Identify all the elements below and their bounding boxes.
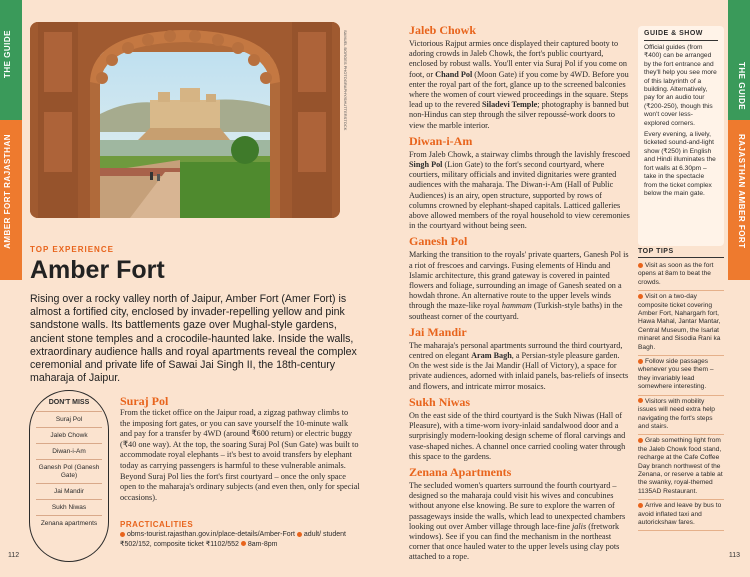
guide-and-show-p1: Official guides (from ₹400) can be arranged by the fort entrance and they'll help you see more of this labyrinth of a building. Alternatively, pay for an audio tour (₹200-250), though this won't cover less-explored corners. bbox=[644, 44, 717, 127]
bullet-icon bbox=[638, 294, 643, 299]
chand-pol-bold: Chand Pol bbox=[435, 69, 473, 79]
left-tab-green bbox=[0, 0, 22, 120]
right-tab-green bbox=[728, 0, 750, 120]
list-item: Jaleb Chowk bbox=[36, 427, 102, 443]
tip-text: Visitors with mobility issues will need extra help navigating the fort's steps and stairs. bbox=[638, 397, 715, 430]
jaleb-chowk-text-1: Victorious Rajput armies once displayed their captured booty to adoring crowds in Jaleb Chowk, the fort's public courtyard, enclosed by robust walls. You'll enter via Suraj Pol if you come on foot, or bbox=[409, 39, 627, 79]
practicalities-website[interactable]: obms-tourist.rajasthan.gov.in/place-details/Amber-Fort bbox=[127, 531, 295, 538]
practicalities-body bbox=[120, 530, 360, 549]
website-icon bbox=[120, 532, 125, 537]
bullet-icon bbox=[638, 398, 643, 403]
guide-and-show-box bbox=[638, 26, 724, 246]
left-side-tab bbox=[0, 0, 22, 577]
amber-fort-archway-photo bbox=[30, 22, 340, 218]
aram-bagh-bold: Aram Bagh bbox=[471, 351, 512, 361]
jalis-italic: jalis bbox=[572, 521, 587, 531]
page-number-right: 113 bbox=[728, 552, 740, 559]
siladevi-temple-bold: Siladevi Temple bbox=[481, 100, 538, 110]
page-title: Amber Fort bbox=[30, 256, 165, 284]
top-tips-list bbox=[638, 260, 724, 531]
singh-pol-bold: Singh Pol bbox=[409, 160, 443, 170]
list-item: Jai Mandir bbox=[36, 483, 102, 499]
left-tab-section-label: AMBER FORT RAJASTHAN bbox=[3, 134, 12, 249]
ganesh-pol-heading: Ganesh Pol bbox=[409, 234, 468, 249]
jai-mandir-text-2: , a Persian-style pleasure garden. On the west side is the Jai Mandir (Hall of Victory), a space for private audiences, adorned with inlaid panels, bas-reliefs of insects and flowers, and intricate mirror mosaics. bbox=[409, 351, 629, 391]
jaleb-chowk-text-3: ; photography is banned but non-Hindus can step through the silver repoussé-work doors to view the marble interior. bbox=[409, 100, 629, 130]
jaleb-chowk-body bbox=[409, 39, 631, 131]
list-item: Diwan-i-Am bbox=[36, 443, 102, 459]
right-tab-section-label: RAJASTHAN AMBER FORT bbox=[737, 134, 746, 249]
practicalities-heading: PRACTICALITIES bbox=[120, 520, 194, 529]
intro-paragraph: Rising over a rocky valley north of Jaipur, Amber Fort (Amer Fort) is almost a fortified city, enclosed by invader-repelling yellow and pink sandstone walls. Its battlements gaze over Mughal-style gardens, ancient stone temples and a crocodile-haunted lake. Inside the walls, extraordinary audience halls and royal apartments reveal the complex ceremonial and private life of Sawai Jai Singh II, the 18th-century maharaja of Jaipur. bbox=[30, 293, 357, 385]
left-tab-orange bbox=[0, 120, 22, 280]
page-number-left: 112 bbox=[8, 552, 20, 559]
tip-text: Follow side passages whenever you see them – they invariably lead somewhere interesting. bbox=[638, 358, 714, 391]
bullet-icon bbox=[638, 503, 643, 508]
suraj-pol-body: From the ticket office on the Jaipur road, a zigzag pathway climbs to the imposing fort gates, or you can save yourself the 10-minute walk and pay for a transfer by 4WD (around ₹600 return) or electric buggy (₹40 one way). At the top, the soaring Suraj Pol (Sun Gate) was built to accommodate royal elephants – it's best to avoid transfers by elephant today as carrying passengers is harmful to these vulnerable animals. Beyond Suraj Pol lies the fort's first courtyard – once the only space open to the maharaja's ordinary subjects (and even then, only for special occasions). bbox=[120, 408, 360, 502]
bullet-icon bbox=[638, 438, 643, 443]
list-item bbox=[638, 291, 724, 356]
right-tab-orange bbox=[728, 120, 750, 280]
diwan-i-am-body bbox=[409, 150, 631, 232]
practicalities-hours: 8am-8pm bbox=[247, 540, 278, 548]
dont-miss-list bbox=[36, 411, 102, 531]
guide-and-show-heading: GUIDE & SHOW bbox=[644, 30, 718, 41]
right-main-column bbox=[409, 20, 631, 564]
list-item bbox=[638, 396, 724, 436]
left-tab-guide-label: THE GUIDE bbox=[3, 30, 12, 79]
dont-miss-heading: DON'T MISS bbox=[48, 399, 90, 406]
dont-miss-box bbox=[29, 390, 109, 562]
suraj-pol-heading: Suraj Pol bbox=[120, 394, 169, 408]
tip-text: Grab something light from the Jaleb Chowk food stand, recharge at the Cafe Coffee Day branch northwest of the Zenana, or reserve a table at the swanky, royal-themed 1135AD Restaurant. bbox=[638, 437, 723, 495]
jaleb-chowk-text-2: (Moon Gate) if you come by 4WD. Before you enter the royal part of the fort, glance up to the screened balconies where the women of court viewed proceedings in the square. Steps lead up to the revered bbox=[409, 69, 629, 110]
diwan-i-am-text-1: From Jaleb Chowk, a stairway climbs through the lavishly frescoed bbox=[409, 149, 631, 159]
list-item bbox=[638, 260, 724, 291]
archway-photo-illustration bbox=[30, 22, 340, 218]
diwan-i-am-heading: Diwan-i-Am bbox=[409, 133, 473, 148]
list-item: Suraj Pol bbox=[36, 411, 102, 427]
zenana-body bbox=[409, 481, 631, 563]
list-item: Sukh Niwas bbox=[36, 499, 102, 515]
bullet-icon bbox=[638, 359, 643, 364]
sukh-niwas-body: On the east side of the third courtyard is the Sukh Niwas (Hall of Pleasure), with a time-worn ivory-inlaid sandalwood door and a surprisingly modern-looking design scheme of floral carvings and vase-shaped niches. A channel once carried cooling water through this space to the gardens. bbox=[409, 410, 626, 461]
tip-text: Visit as soon as the fort opens at 8am to beat the crowds. bbox=[638, 262, 714, 286]
jai-mandir-body bbox=[409, 341, 631, 392]
ganesh-pol-text-1: Marking the transition to the royals' private quarters, Ganesh Pol is a riot of frescoes and carvings. Fusing elements of Hindu and Islamic architecture, this grand gateway is covered in painted flowers and foliage, surrounding an image of Ganesh seated on a howdah throne. An alternative route to the upper levels winds through the maze-like royal bbox=[409, 250, 629, 311]
ganesh-pol-body bbox=[409, 250, 631, 321]
list-item bbox=[638, 356, 724, 396]
zenana-text-2: (fretwork windows). See if you can find the mechanism in the northeast corner that once hauled water to the upper levels using clay pots attached to a rope. bbox=[409, 521, 620, 562]
bullet-icon bbox=[638, 263, 643, 268]
jai-mandir-heading: Jai Mandir bbox=[409, 324, 467, 339]
diwan-i-am-text-2: (Lion Gate) to the fort's second courtyard, where courtiers, military officials and invited dignitaries were granted audiences with the maharaja. The Diwan-i-Am (Hall of Public Audiences) is an airy, open structure, supported by rows of columns crowned by elephant-shaped capitals. Latticed galleries above allowed members of the royal household to view ceremonies in the courtyard without being seen. bbox=[409, 160, 630, 231]
list-item bbox=[638, 435, 724, 500]
top-experience-kicker: TOP EXPERIENCE bbox=[30, 245, 114, 254]
sukh-niwas-heading: Sukh Niwas bbox=[409, 394, 471, 409]
hammam-italic: hammam bbox=[501, 301, 532, 311]
list-item: Ganesh Pol (Ganesh Gate) bbox=[36, 459, 102, 483]
top-tips-box bbox=[638, 248, 724, 531]
price-icon bbox=[297, 532, 302, 537]
right-side-tab bbox=[728, 0, 750, 577]
photo-credit: SAMUEL BORGES PHOTOGRAPHY/SHUTTERSTOCK bbox=[343, 30, 348, 131]
practicalities-prices: adult/ student ₹502/152, composite ticket ₹1102/552 bbox=[120, 531, 346, 548]
zenana-text-1: The secluded women's quarters surround the fourth courtyard – designed so the maharaja could visit his wives and concubines without anyone else knowing. Be sure to explore the warren of passageways inside the walls, which lead to unexpected chambers looking out over Amber village through lace-fine bbox=[409, 480, 626, 531]
list-item: Zenana apartments bbox=[36, 515, 102, 531]
tip-text: Arrive and leave by bus to avoid inflated taxi and autorickshaw fares. bbox=[638, 502, 722, 526]
right-tab-guide-label: THE GUIDE bbox=[737, 62, 746, 111]
list-item bbox=[638, 500, 724, 531]
tip-text: Visit on a two-day composite ticket covering Amber Fort, Nahargarh fort, Hawa Mahal, Jantar Mantar, Central Museum, the Isarlat minaret and Sisodia Rani ka Bagh. bbox=[638, 293, 721, 351]
jai-mandir-text-1: The maharaja's personal apartments surround the third courtyard, centred on elegant bbox=[409, 340, 623, 361]
clock-icon bbox=[241, 541, 246, 546]
top-tips-heading: TOP TIPS bbox=[638, 248, 724, 258]
guide-and-show-p2: Every evening, a lively, ticketed sound-and-light show (₹250) in English and Hindi illuminates the fort walls at 6.30pm – take in the spectacle from the ticket complex below the main gate. bbox=[644, 131, 716, 197]
jaleb-chowk-heading: Jaleb Chowk bbox=[409, 23, 477, 37]
ganesh-pol-text-2: (Turkish-style baths) in the southeast corner of the courtyard. bbox=[409, 301, 623, 321]
zenana-heading: Zenana Apartments bbox=[409, 464, 512, 479]
